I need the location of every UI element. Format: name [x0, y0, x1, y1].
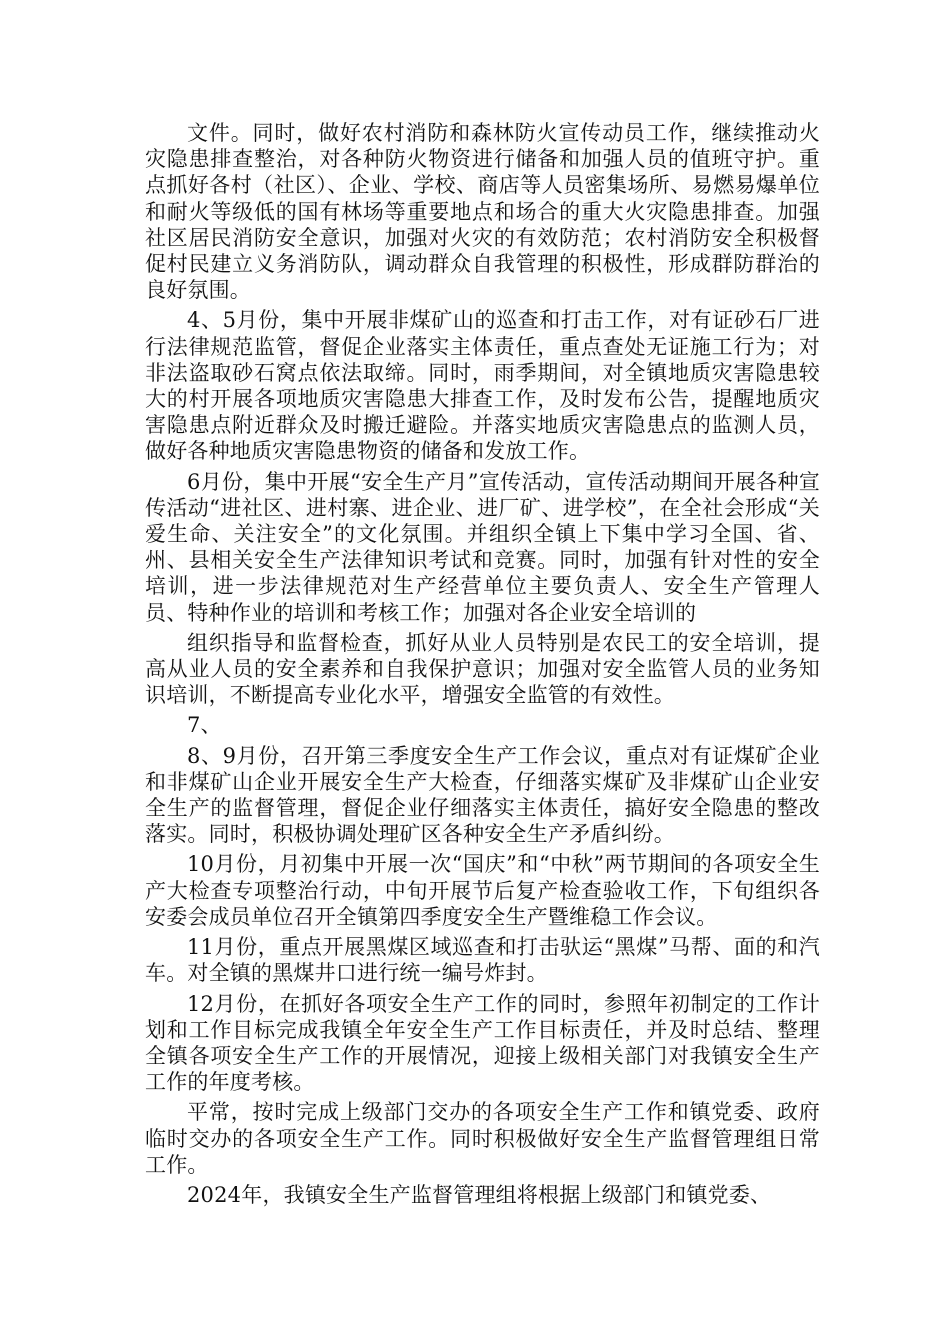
paragraph-routine: 平常，按时完成上级部门交办的各项安全生产工作和镇党委、政府临时交办的各项安全生产工作。同时积极做好安全生产监督管理组日常工作。	[145, 1100, 820, 1177]
paragraph-2024: 2024年，我镇安全生产监督管理组将根据上级部门和镇党委、	[187, 1182, 772, 1207]
paragraph-june-continued: 组织指导和监督检查，抓好从业人员特别是农民工的安全培训，提高从业人员的安全素养和自我保护意识；加强对安全监管人员的业务知识培训，不断提高专业化水平，增强安全监管的有效性。	[145, 630, 820, 708]
paragraph-april-may: 4、5月份，集中开展非煤矿山的巡查和打击工作，对有证砂石厂进行法律规范监管，督促企业落实主体责任，重点查处无证施工行为；对非法盗取砂石窝点依法取缔。同时，雨季期间，对全镇地质灾害隐患较大的村开展各项地质灾害隐患大排查工作，及时发布公告，提醒地质灾害隐患点附近群众及时搬迁避险。并落实地质灾害隐患点的监测人员，做好各种地质灾害隐患物资的储备和发放工作。	[145, 308, 820, 464]
paragraph-august-september: 8、9月份，召开第三季度安全生产工作会议，重点对有证煤矿企业和非煤矿山企业开展安全生产大检查，仔细落实煤矿及非煤矿山企业安全生产的监督管理，督促企业仔细落实主体责任，搞好安全隐患的整改落实。同时，积极协调处理矿区各种安全生产矛盾纠纷。	[145, 743, 820, 847]
paragraph-november: 11月份，重点开展黑煤区域巡查和打击驮运“黑煤”马帮、面的和汽车。对全镇的黑煤井口进行统一编号炸封。	[145, 935, 820, 986]
paragraph-october: 10月份，月初集中开展一次“国庆”和“中秋”两节期间的各项安全生产大检查专项整治行动，中旬开展节后复产检查验收工作，下旬组织各安委会成员单位召开全镇第四季度安全生产暨维稳工作会议。	[145, 852, 821, 929]
paragraph-july: 7、	[187, 713, 222, 738]
document-body	[145, 120, 820, 1208]
paragraph-june: 6月份，集中开展“安全生产月”宣传活动，宣传活动期间开展各种宣传活动“进社区、进村寨、进企业、进厂矿、进学校”，在全社会形成“关爱生命、关注安全”的文化氛围。并组织全镇上下集中学习全国、省、州、县相关安全生产法律知识考试和竞赛。同时，加强有针对性的安全培训，进一步法律规范对生产经营单位主要负责人、安全生产管理人员、特种作业的培训和考核工作；加强对各企业安全培训的	[145, 469, 820, 625]
paragraph-fire-prevention: 文件。同时，做好农村消防和森林防火宣传动员工作，继续推动火灾隐患排查整治，对各种防火物资进行储备和加强人员的值班守护。重点抓好各村（社区）、企业、学校、商店等人员密集场所、易燃易爆单位和耐火等级低的国有林场等重要地点和场合的重大火灾隐患排查。加强社区居民消防安全意识，加强对火灾的有效防范；农村消防安全积极督促村民建立义务消防队，调动群众自我管理的积极性，形成群防群治的良好氛围。	[145, 121, 820, 303]
paragraph-december: 12月份，在抓好各项安全生产工作的同时，参照年初制定的工作计划和工作目标完成我镇全年安全生产工作目标责任，并及时总结、整理全镇各项安全生产工作的开展情况，迎接上级相关部门对我镇安全生产工作的年度考核。	[145, 991, 820, 1095]
